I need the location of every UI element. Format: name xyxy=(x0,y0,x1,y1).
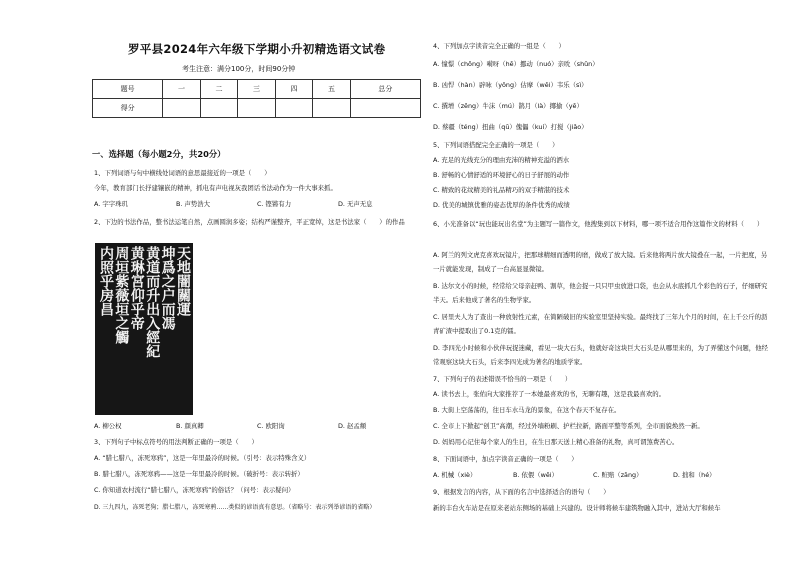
question-stem: 8、下面词语中，加点字读音正确的一项是（ ） xyxy=(433,455,578,463)
table-cell: 总分 xyxy=(350,80,420,99)
option[interactable]: C. 精致的花纹精美的礼品精巧的双手精湛的技术 xyxy=(433,186,570,194)
option[interactable]: B. 舒畅的心情舒适的环境舒心的日子舒展的动作 xyxy=(433,171,570,179)
option[interactable]: D. 拙和（hé） xyxy=(673,471,716,479)
calligraphy-column: 周垣紫薇垣之觸 xyxy=(113,246,130,344)
score-input-cell[interactable] xyxy=(350,99,420,118)
option[interactable]: D. 无声无息 xyxy=(338,200,373,208)
question-stem: 2、下边的书法作品，整书法运笔自然，点画圆润多姿；结构严谨整齐，平正宽绰，这是书法家（ ）的作品 xyxy=(94,218,405,226)
option[interactable]: B. 依偎（wēi） xyxy=(513,471,558,479)
option[interactable]: B. 声势浩大 xyxy=(176,200,211,208)
score-table xyxy=(92,79,421,118)
exam-title: 罗平县2024年六年级下学期小升初精选语文试卷 xyxy=(128,42,386,56)
table-cell: 五 xyxy=(313,80,350,99)
option[interactable]: A. 读书去上，张佑向大家推荐了一本她最喜欢的书，无聊有趣，这是我最喜欢的。 xyxy=(433,390,665,398)
option[interactable]: A. 字字珠玑 xyxy=(94,200,128,208)
option[interactable]: A. “腊七腊八，冻死寒鸦”，这是一年里最冷的时候。（引号：表示特殊含义） xyxy=(94,454,311,462)
option[interactable]: D. 蔡疆（téng）扭曲（qū）傀儡（kuí）打搅（jiǎo） xyxy=(433,123,588,131)
calligraphy-column: 内照乎房昌 xyxy=(97,246,114,316)
question-stem: 7、下列句子的表述错误不恰当的一项是（ ） xyxy=(433,375,572,383)
option[interactable]: C. 欧阳询 xyxy=(257,422,285,430)
table-cell: 四 xyxy=(275,80,312,99)
question-stem: 4、下列加点字读音完全正确的一组是（ ） xyxy=(433,42,565,50)
calligraphy-column: 黄道而升出入經紀 xyxy=(144,246,161,358)
table-cell: 题号 xyxy=(93,80,163,99)
table-cell: 得分 xyxy=(93,99,163,118)
calligraphy-column: 黄琳宮仰乎帝 xyxy=(128,246,145,330)
score-input-cell[interactable] xyxy=(238,99,275,118)
score-table-header-row xyxy=(93,80,421,99)
option[interactable]: A. 充足的光线充分的理由充沛的精神充溢的洒水 xyxy=(433,156,570,164)
option[interactable]: C. 铿锵有力 xyxy=(257,200,292,208)
option[interactable]: C. 居里夫人为了查出一种放射性元素，在简陋破旧的实验室里坚持实验。最终找了三年九个月的时间，在上千公斤的沥青矿渣中提取出了0.1克的镭。 xyxy=(433,313,768,335)
option[interactable]: A. 机械（xiè） xyxy=(433,471,477,479)
score-input-cell[interactable] xyxy=(275,99,312,118)
table-cell: 二 xyxy=(200,80,237,99)
question-stem: 1、下列词语与句中横线处词语的意思最接近的一项是（ ） xyxy=(94,169,271,177)
exam-notice: 考生注意：满分100分，时间90分钟 xyxy=(182,65,296,73)
option[interactable]: A. 阿兰的列文虎克喜欢玩镜片，把那球精细而透明的磨，做成了放大镜。后来他将两片放大镜叠在一起，一片把度，另一片就能发现，制成了一台高显显微镜。 xyxy=(433,251,768,273)
score-input-cell[interactable] xyxy=(313,99,350,118)
question-stem: 3、下列句子中标点符号的用法判断正确的一项是（ ） xyxy=(94,438,258,446)
option[interactable]: D. 妈妈用心记住每个家人的生日，在生日那天送上精心准备的礼物，真可谓煞费苦心。 xyxy=(433,438,679,446)
question-stem: 9、根据发言的内容，从下面的名言中选择适合的语句（ ） xyxy=(433,488,610,496)
option[interactable]: C. 撰增（zēng）牛沫（mú）鹊月（là）揶揄（yē） xyxy=(433,102,583,110)
option[interactable]: A. 憧憬（chōng）嗬呀（hē）挪动（nuó）亲吮（shǔn） xyxy=(433,60,599,68)
option[interactable]: A. 柳公权 xyxy=(94,422,122,430)
option[interactable]: B. 腊七腊八，冻死寒鸦——这是一年里最冷的时候。（破折号：表示转折） xyxy=(94,470,304,478)
question-text: 新的丰台火车站是在原来老站东侧场的基础上兴建的。设计师将候车建筑物融入其中，进站大厅和候车 xyxy=(433,504,721,512)
option[interactable]: D. 李四光小时候和小伙伴玩捉迷藏，看见一块大石头，他就好奇这块巨大石头是从哪里来的，为了弄懂这个问题，他经常观察这块大石头，后来李四光成为著名的地质学家。 xyxy=(433,344,768,366)
option[interactable]: D. 优美的城镇优雅的姿态优厚的条件优秀的成绩 xyxy=(433,201,570,209)
option[interactable]: D. 赵孟頫 xyxy=(338,422,367,430)
table-cell: 一 xyxy=(163,80,200,99)
option[interactable]: B. 达尔文小的时候，经常给父母亲赶鸭、割草，他会捉一只只甲虫放进口袋，也会从水底抓几个彩色的石子，仔细研究半天。后来他成了著名的生物学家。 xyxy=(433,282,768,304)
option[interactable]: D. 三九四九，冻死老狗；腊七腊八，冻死寒鸦……类似的谚语真有意思。（省略号：表示列举谚语的省略） xyxy=(94,504,376,511)
question-stem: 5、下列词语搭配完全正确的一项是（ ） xyxy=(433,141,559,149)
section-title: 一、选择题（每小题2分，共20分） xyxy=(92,149,226,159)
score-input-cell[interactable] xyxy=(200,99,237,118)
question-sentence: 今年，教育部门长抒建镶嵌的精神，抓电有声电视灰我团话书法动作为一件大事来抓。 xyxy=(94,184,337,192)
calligraphy-column: 坤爲之户而馮 xyxy=(159,246,176,330)
score-input-cell[interactable] xyxy=(163,99,200,118)
option[interactable]: B. 颜真卿 xyxy=(176,422,204,430)
calligraphy-image xyxy=(95,243,193,415)
calligraphy-column: 天地闇關運 xyxy=(175,246,191,316)
option[interactable]: B. 大街上空荡荡的，往日车水马龙的景象，在这个春天不复存在。 xyxy=(433,406,621,414)
option[interactable]: C. 你知道农村流行“腊七腊八，冻死寒鸦”的俗话？（问号：表示疑问） xyxy=(94,486,295,494)
question-stem: 6、小光准备以“玩也能玩出名堂”为主题写一篇作文，他搜集到以下材料，哪一项不适合用作这篇作文的材料（ ） xyxy=(433,220,764,228)
option[interactable]: B. 凶悍（hàn）辟咏（yǒng）估摩（wěi）韦乐（sì） xyxy=(433,81,588,89)
table-cell: 三 xyxy=(238,80,275,99)
option[interactable]: C. 赃赔（zāng） xyxy=(593,471,643,479)
option[interactable]: C. 全市上下掀起“创卫”高潮，经过外墙粉刷、护栏拉新，路面平整等系列，全市面貌焕然一新。 xyxy=(433,422,704,430)
score-table-score-row xyxy=(93,99,421,118)
